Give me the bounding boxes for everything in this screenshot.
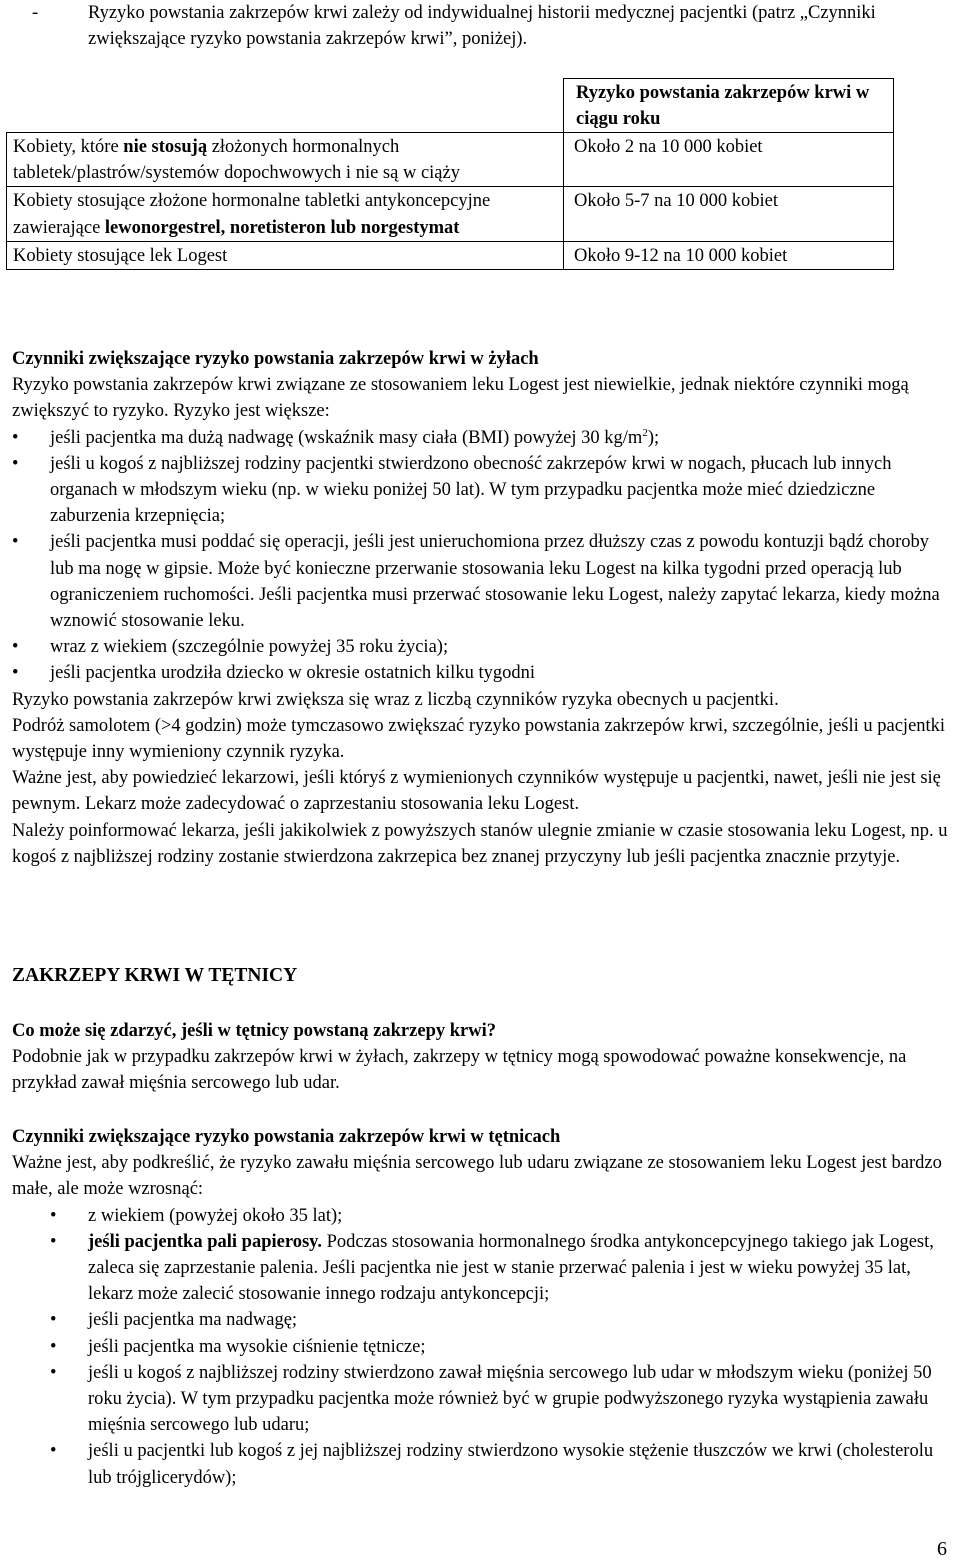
page-number: 6 (937, 1538, 947, 1560)
list-item: • jeśli u kogoś z najbliższej rodziny pacjentki stwierdzono obecność zakrzepów krwi w nogach, płucach lub innych organach w młodszym wieku (np. w wieku poniżej 50 lat). W tym przypadku pacjentka może mieć dziedziczne zaburzenia krzepnięcia; (12, 451, 952, 530)
paragraph: Należy poinformować lekarza, jeśli jakikolwiek z powyższych stanów ulegnie zmianie w czasie stosowania leku Logest, np. u kogoś z najbliższej rodziny zostanie stwierdzona zakrzepica bez znanej przyczyny lub jeśli pacjentka znacznie przytyje. (12, 820, 948, 867)
risk-group-cell: Kobiety, które nie stosują złożonych hormonalnych tabletek/plastrów/systemów dopochwowych i nie są w ciąży (7, 133, 564, 187)
bullet-icon: • (12, 637, 19, 658)
paragraph: Ważne jest, aby powiedzieć lekarzowi, jeśli któryś z wymienionych czynników występuje u pacjentki, nawet, jeśli nie jest się pewnym. Lekarz może zadecydować o zaprzestaniu stosowania leku Logest. (12, 768, 941, 815)
bullet-icon: • (50, 1441, 57, 1462)
list-item: • jeśli pacjentka pali papierosy. Podczas stosowania hormonalnego środka antykoncepcyjnego takiego jak Logest, zaleca się zaprzestanie palenia. Jeśli pacjentka nie jest w stanie przerwać palenia i jest w wieku powyżej 35 lat, lekarz może zalecić stosowanie innego rodzaju antykoncepcji; (50, 1229, 952, 1308)
bullet-icon: • (50, 1336, 57, 1357)
bullet-icon: • (50, 1205, 57, 1226)
top-list-item (0, 0, 940, 52)
risk-group-cell: Kobiety stosujące lek Logest (7, 241, 564, 269)
bullet-icon: • (50, 1231, 57, 1252)
list-item: • jeśli pacjentka urodziła dziecko w okresie ostatnich kilku tygodni (12, 660, 952, 686)
risk-value-cell: Około 5-7 na 10 000 kobiet (564, 187, 894, 241)
risk-table-row (7, 187, 894, 241)
arteries-question-heading: Co może się zdarzyć, jeśli w tętnicy powstaną zakrzepy krwi? (12, 1021, 496, 1041)
paragraph: Ryzyko powstania zakrzepów krwi zwiększa się wraz z liczbą czynników ryzyka obecnych u pacjentki. (12, 689, 779, 710)
list-item: • jeśli pacjentka ma wysokie ciśnienie tętnicze; (50, 1334, 952, 1360)
bullet-icon: • (12, 532, 19, 553)
bullet-icon: • (50, 1362, 57, 1383)
veins-section (12, 346, 952, 870)
list-item: • jeśli u kogoś z najbliższej rodziny stwierdzono zawał mięśnia sercowego lub udar w młodszym wieku (poniżej 50 roku życia). W tym przypadku pacjentka może również być w grupie podwyższonego ryzyka wystąpienia zawału mięśnia sercowego lub udaru; (50, 1360, 952, 1439)
risk-table-header-row (7, 79, 894, 133)
list-dash: - (32, 3, 39, 23)
veins-intro: Ryzyko powstania zakrzepów krwi związane ze stosowaniem leku Logest jest niewielkie, jednak niektóre czynniki mogą zwiększyć to ryzyko. Ryzyko jest większe: (12, 375, 909, 422)
list-item: • jeśli u pacjentki lub kogoś z jej najbliższej rodziny stwierdzono wysokie stężenie tłuszczów we krwi (cholesterolu lub trójglicerydów); (50, 1438, 952, 1490)
risk-value-cell: Około 2 na 10 000 kobiet (564, 133, 894, 187)
arteries-factors-intro: Ważne jest, aby podkreślić, że ryzyko zawału mięśnia sercowego lub udaru związane ze stosowaniem leku Logest jest bardzo małe, ale może wzrosnąć: (12, 1153, 942, 1200)
risk-value-cell: Około 9-12 na 10 000 kobiet (564, 241, 894, 269)
list-item: • wraz z wiekiem (szczególnie powyżej 35 roku życia); (12, 634, 952, 660)
arteries-bullet-list (50, 1203, 952, 1491)
bullet-icon: • (12, 663, 19, 684)
veins-heading: Czynniki zwiększające ryzyko powstania zakrzepów krwi w żyłach (12, 349, 539, 369)
risk-table-header: Ryzyko powstania zakrzepów krwi w ciągu roku (564, 79, 894, 133)
arteries-question-section (12, 1018, 952, 1097)
bullet-icon: • (12, 427, 19, 448)
list-item: • jeśli pacjentka ma nadwagę; (50, 1307, 952, 1333)
arteries-factors-heading: Czynniki zwiększające ryzyko powstania zakrzepów krwi w tętnicach (12, 1127, 561, 1147)
risk-table-row (7, 241, 894, 269)
list-item: • jeśli pacjentka musi poddać się operacji, jeśli jest unieruchomiona przez dłuższy czas z powodu kontuzji bądź choroby lub ma nogę w gipsie. Może być konieczne przerwanie stosowania leku Logest na kilka tygodni przed operacją lub ograniczeniem ruchomości. Jeśli pacjentka musi przerwać stosowanie leku Logest, należy zapytać lekarza, kiedy można wznowić stosowanie leku. (12, 529, 952, 634)
risk-table-row (7, 133, 894, 187)
paragraph: Podróż samolotem (>4 godzin) może tymczasowo zwiększać ryzyko powstania zakrzepów krwi, szczególnie, jeśli u pacjentki występuje inny wymieniony czynnik ryzyka. (12, 715, 946, 763)
arteries-question-text: Podobnie jak w przypadku zakrzepów krwi w żyłach, zakrzepy w tętnicy mogą spowodować poważne konsekwencje, na przykład zawał mięśnia sercowego lub udar. (12, 1047, 907, 1094)
top-item-text: Ryzyko powstania zakrzepów krwi zależy od indywidualnej historii medycznej pacjentki (patrz „Czynniki zwiększające ryzyko powstania zakrzepów krwi”, poniżej). (88, 3, 876, 50)
veins-bullet-list (12, 425, 952, 687)
arteries-factors-section (12, 1124, 952, 1491)
risk-group-cell: Kobiety stosujące złożone hormonalne tabletki antykoncepcyjne zawierające lewonorgestrel, noretisteron lub norgestymat (7, 187, 564, 241)
bullet-icon: • (12, 453, 19, 474)
list-item: • z wiekiem (powyżej około 35 lat); (50, 1203, 952, 1229)
arteries-title: ZAKRZEPY KRWI W TĘTNICY (12, 965, 298, 986)
bullet-icon: • (50, 1310, 57, 1331)
list-item: • jeśli pacjentka ma dużą nadwagę (wskaźnik masy ciała (BMI) powyżej 30 $kg/m^2$); (12, 425, 952, 451)
risk-table (6, 78, 894, 270)
